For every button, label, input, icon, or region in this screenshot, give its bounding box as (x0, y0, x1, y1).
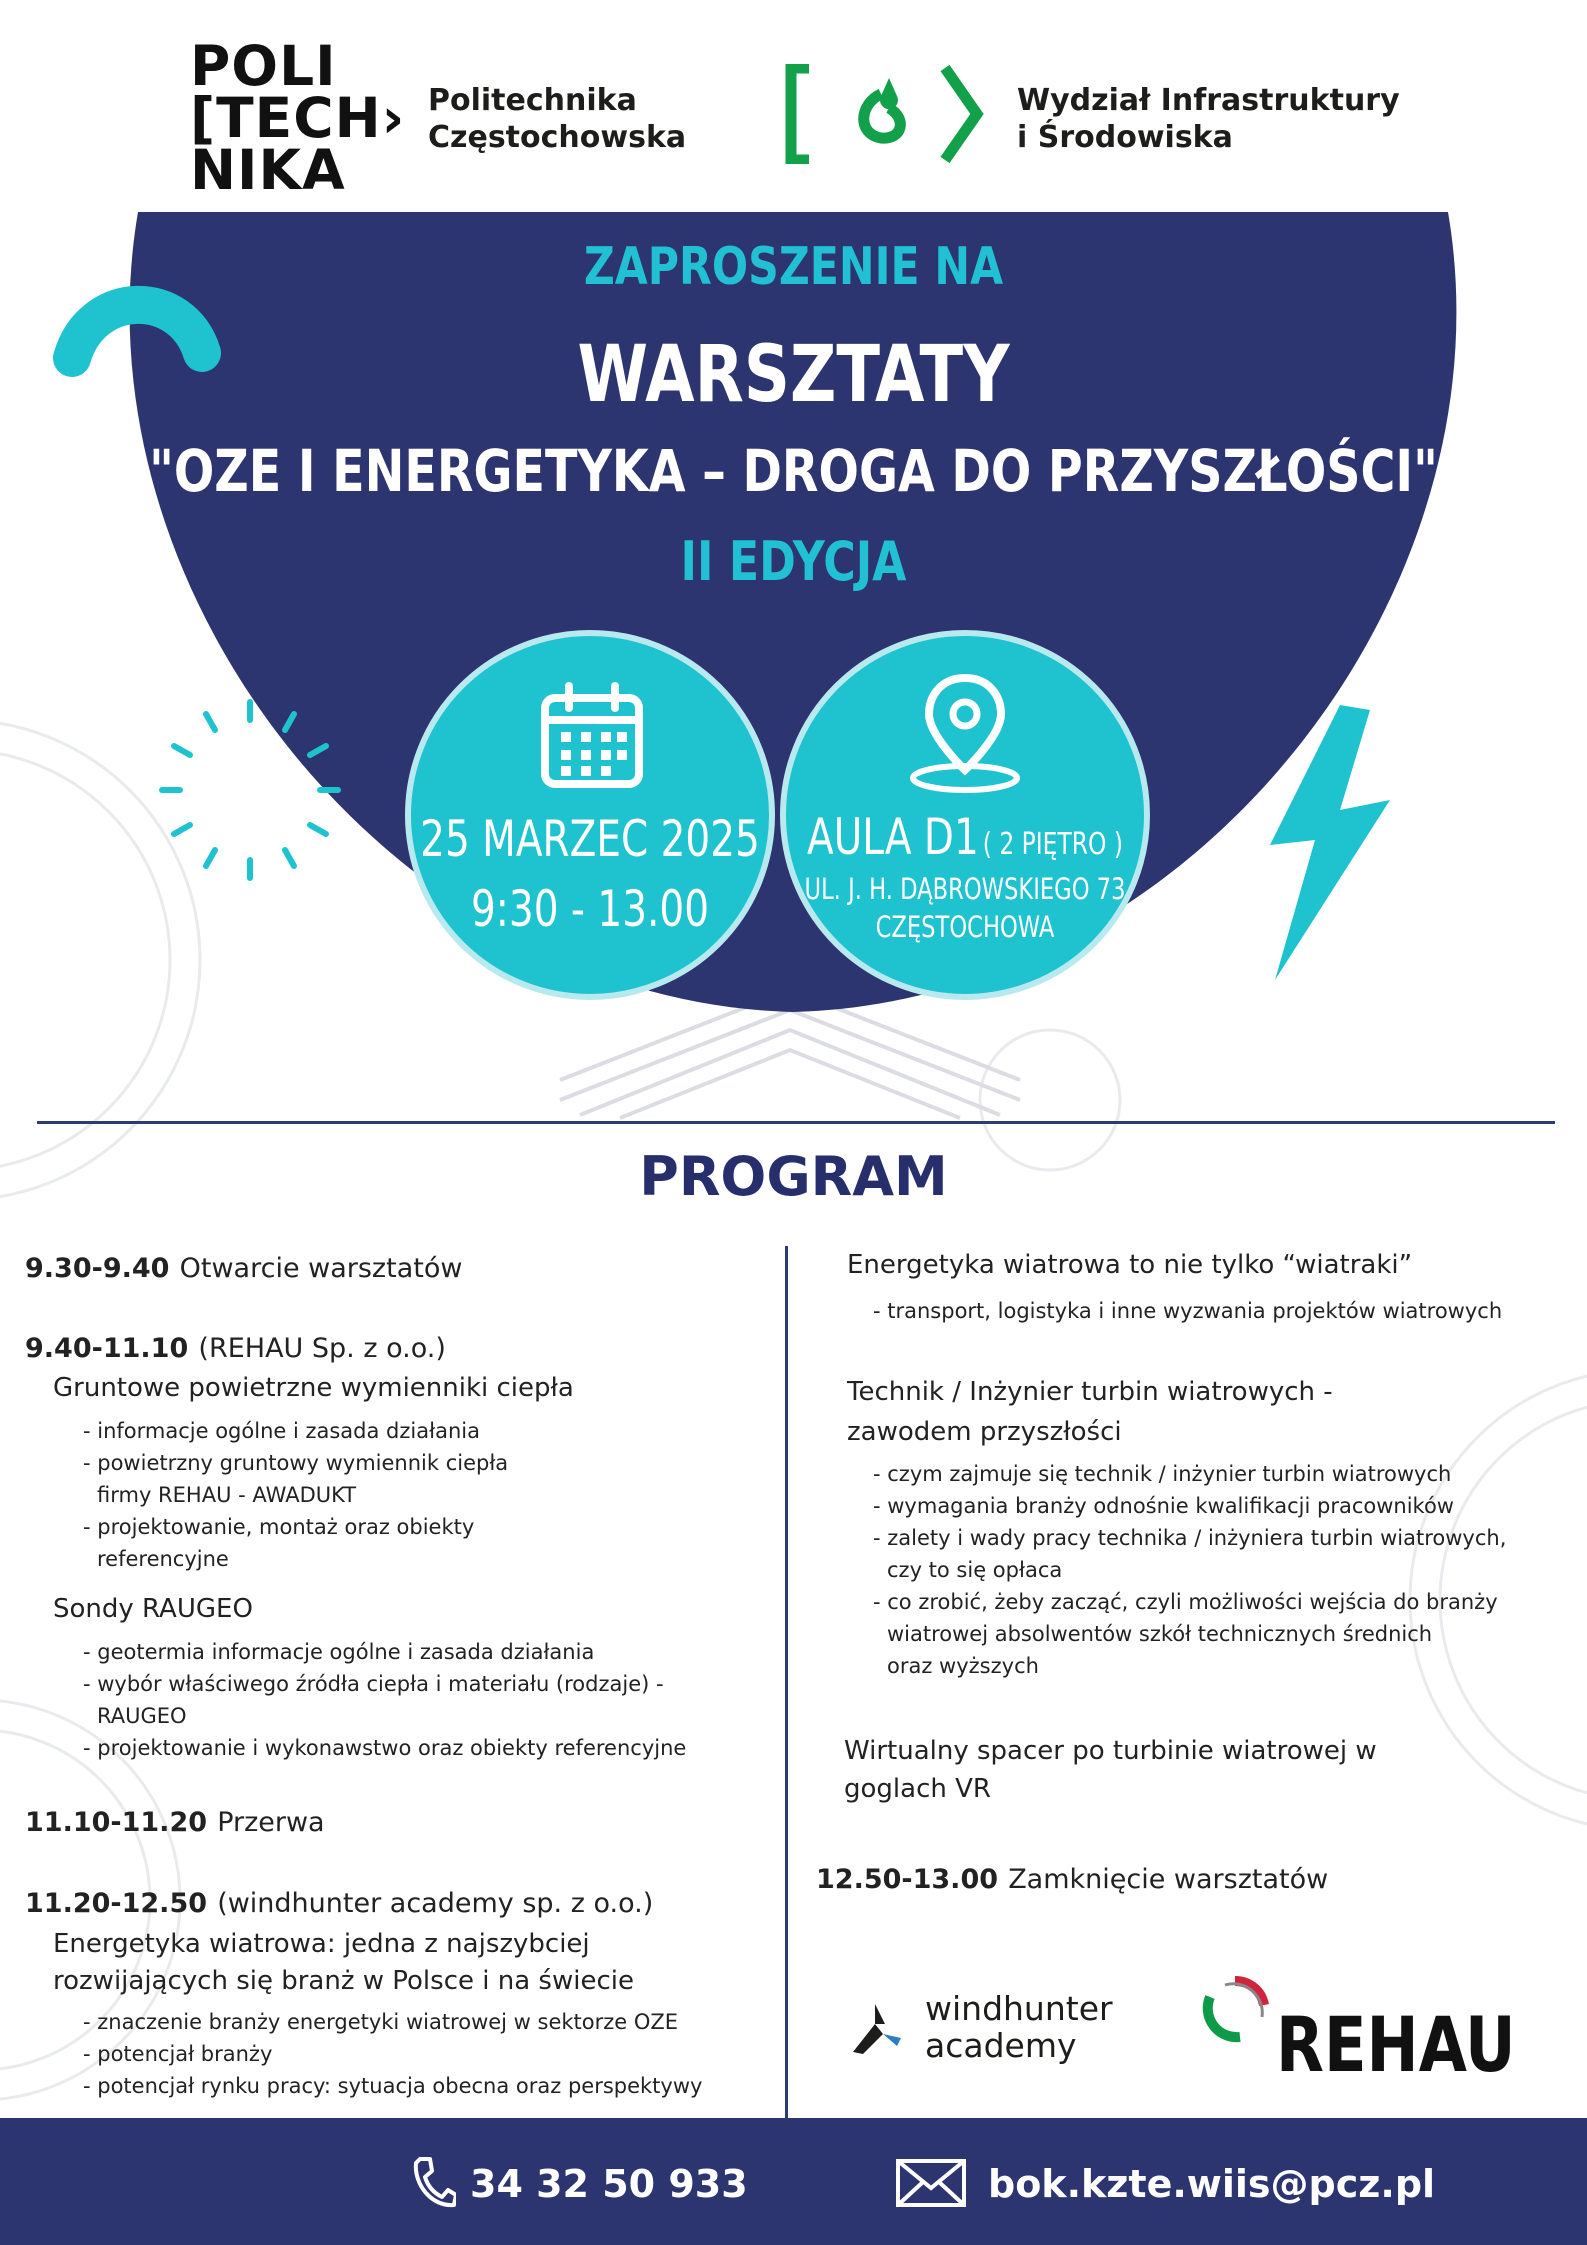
session-rehau (25, 1333, 446, 1364)
event-date: 25 MARZEC 2025 (420, 810, 760, 868)
room-floor: ( 2 PIĘTRO ) (982, 827, 1123, 862)
event-street: UL. J. H. DĄBROWSKIEGO 73 (804, 872, 1126, 906)
divider (37, 1121, 1555, 1124)
windhunter-logo-icon (845, 1998, 905, 2058)
session-closing (816, 1864, 1328, 1895)
topic-title: Energetyka wiatrowa: jedna z najszybciej rozwijających się branż w Polsce i na świecie (53, 1929, 634, 1996)
topic-bullets: - czym zajmuje się technik / inżynier turbin wiatrowych - wymagania branży odnośnie kwalifikacji pracowników - zalety i wady pracy technika / inżyniera turbin wiatrowych, czy to się opłaca - co zrobić, żeby zacząć, czyli możliwości wejścia do branży wiatrowej absolwentów szkół technicznych średnich oraz wyższych (873, 1462, 1507, 1678)
program-heading: PROGRAM (639, 1145, 948, 1208)
windhunter-logo-text: windhunter academy (925, 1989, 1113, 2065)
topic-title: Wirtualny spacer po turbinie wiatrowej w goglach VR (844, 1736, 1377, 1804)
session-break (25, 1807, 325, 1838)
session-time: 11.20-12.50 (25, 1888, 208, 1919)
column-divider (785, 1246, 788, 2121)
lightning-icon (1240, 705, 1400, 985)
event-location (786, 808, 1145, 866)
topic-bullets: - znaczenie branży energetyki wiatrowej w sektorze OZE - potencjał branży - potencjał rynku pracy: sytuacja obecna oraz perspektywy (83, 2010, 703, 2098)
session-time: 9.40-11.10 (25, 1333, 189, 1364)
phone-icon (410, 2155, 456, 2211)
politechnika-logo-mark: POLI [TECH› NIKA (190, 34, 406, 202)
session-time: 11.10-11.20 (25, 1807, 208, 1838)
room-name: AULA D1 (807, 808, 979, 866)
topic-bullets: - geotermia informacje ogólne i zasada działania - wybór właściwego źródła ciepła i materiału (rodzaje) - RAUGEO - projektowanie i wykonawstwo oraz obiekty referencyjne (83, 1640, 687, 1760)
session-label: (REHAU Sp. z o.o.) (198, 1333, 446, 1364)
topic-title: Energetyka wiatrowa to nie tylko “wiatraki” (847, 1250, 1413, 1280)
session-label: Zamknięcie warsztatów (1008, 1864, 1329, 1895)
session-label: Otwarcie warsztatów (179, 1253, 463, 1284)
session-time: 9.30-9.40 (25, 1253, 170, 1284)
topic-title: Sondy RAUGEO (53, 1594, 253, 1624)
rehau-logo-icon (1200, 1975, 1270, 2045)
topic-bullets: - transport, logistyka i inne wyzwania projektów wiatrowych (873, 1299, 1503, 1323)
rehau-logo-text: REHAU (1276, 2000, 1516, 2089)
decorative-sunburst (150, 690, 350, 890)
event-city: CZĘSTOCHOWA (875, 910, 1055, 944)
edition-label: II EDYCJA (680, 530, 907, 593)
email-address[interactable]: bok.kzte.wiis@pcz.pl (988, 2162, 1436, 2206)
session-opening (25, 1253, 462, 1284)
topic-title: Gruntowe powietrzne wymienniki ciepła (53, 1373, 574, 1403)
topic-bullets: - informacje ogólne i zasada działania - powietrzny gruntowy wymiennik ciepła firmy REHAU - AWADUKT - projektowanie, montaż oraz obiekty referencyjne (83, 1419, 509, 1571)
session-time: 12.50-13.00 (816, 1864, 999, 1895)
politechnika-name: Politechnika Częstochowska (428, 83, 687, 155)
session-label: (windhunter academy sp. z o.o.) (217, 1888, 654, 1919)
session-windhunter (25, 1888, 653, 1919)
workshop-title: "OZE I ENERGETYKA – DROGA DO PRZYSZŁOŚCI" (149, 437, 1438, 505)
mail-icon (895, 2158, 967, 2208)
faculty-logo (785, 64, 985, 164)
session-label: Przerwa (217, 1807, 325, 1838)
faculty-name: Wydział Infrastruktury i Środowiska (1017, 83, 1400, 155)
event-time: 9:30 - 13.00 (470, 880, 710, 938)
calendar-icon (537, 680, 647, 790)
phone-number[interactable]: 34 32 50 933 (470, 2162, 748, 2206)
invite-heading: ZAPROSZENIE NA (583, 237, 1004, 297)
workshop-heading: WARSZTATY (577, 330, 1010, 420)
topic-title: Technik / Inżynier turbin wiatrowych - zawodem przyszłości (847, 1377, 1333, 1447)
location-pin-icon (905, 670, 1025, 800)
